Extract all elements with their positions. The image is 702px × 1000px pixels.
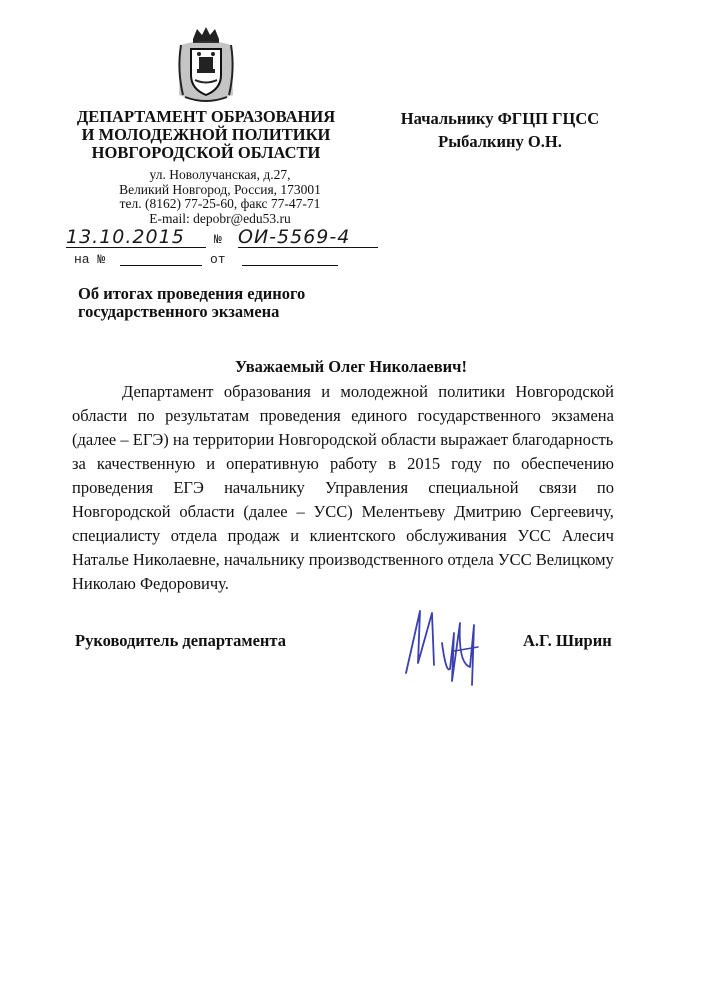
org-line: НОВГОРОДСКОЙ ОБЛАСТИ <box>91 143 321 162</box>
subject-line: государственного экзамена <box>78 302 280 321</box>
body-word: Николаю Федоровичу. <box>72 574 229 593</box>
handwritten-signature <box>398 603 488 693</box>
number-underline <box>238 246 378 248</box>
body-line <box>72 452 614 476</box>
body-word: по <box>596 478 614 497</box>
recipient-line: Начальнику ФГЦП ГЦСС <box>400 109 600 128</box>
body-word: Дмитрию <box>454 502 522 521</box>
body-line <box>72 548 614 572</box>
body-word: проведения <box>72 478 154 497</box>
body-word: Управления <box>325 478 409 497</box>
body-word: оперативную <box>226 454 319 473</box>
address-line: Великий Новгород, Россия, 173001 <box>119 181 321 197</box>
body-word: и <box>290 526 300 545</box>
organization-name <box>70 108 342 162</box>
body-word: работу <box>329 454 378 473</box>
body-word: Сергеевичу, <box>530 502 614 521</box>
handwritten-number: ОИ-5569-4 <box>238 226 351 248</box>
body-word: молодежной <box>340 382 428 401</box>
reference-prefix: на № <box>74 252 106 267</box>
body-line <box>72 476 614 500</box>
body-word: Департамент <box>122 382 214 401</box>
body-word: году <box>451 454 482 473</box>
address-line: ул. Новолучанская, д.27, <box>149 167 291 182</box>
number-sign: № <box>214 232 222 247</box>
body-word: специалисту <box>72 526 161 545</box>
body-word: области <box>72 406 128 425</box>
body-word: и <box>206 454 216 473</box>
body-line <box>72 380 614 404</box>
org-line: ДЕПАРТАМЕНТ ОБРАЗОВАНИЯ <box>76 107 336 126</box>
recipient-block <box>385 107 615 153</box>
signatory-name: А.Г. Ширин <box>523 631 612 650</box>
body-word: по <box>137 406 155 425</box>
body-word: политики <box>438 382 506 401</box>
salutation: Уважаемый Олег Николаевич! <box>235 357 467 376</box>
body-word: экзамена <box>551 406 614 425</box>
body-word: УСС) <box>313 502 353 521</box>
body-word: 2015 <box>407 454 441 473</box>
body-word: – <box>296 502 305 521</box>
letter-subject <box>78 285 358 321</box>
body-word: клиентского <box>309 526 396 545</box>
body-word: области <box>179 502 235 521</box>
letter-body <box>72 380 614 596</box>
body-word: начальнику <box>224 478 305 497</box>
body-word: продаж <box>227 526 280 545</box>
body-word: отдела <box>170 526 218 545</box>
body-word: проведения <box>259 406 341 425</box>
recipient-line: Рыбалкину О.Н. <box>438 132 562 151</box>
body-word: ЕГЭ <box>173 478 204 497</box>
body-word: специальной <box>428 478 519 497</box>
body-line <box>72 428 614 452</box>
body-word: Наталье Николаевне, начальнику производственного отдела УСС Велицкому <box>72 550 614 569</box>
body-word: результатам <box>165 406 250 425</box>
body-line <box>72 404 614 428</box>
body-word: качественную <box>96 454 196 473</box>
organization-address <box>100 168 340 226</box>
reference-from: от <box>210 252 226 267</box>
body-line <box>72 500 614 524</box>
body-line <box>72 524 614 548</box>
body-word: Новгородской <box>515 382 614 401</box>
body-word: УСС <box>517 526 552 545</box>
signatory-title: Руководитель департамента <box>75 631 286 650</box>
body-line <box>72 572 614 596</box>
reference-number-line <box>120 264 202 266</box>
body-word: связи <box>538 478 577 497</box>
subject-line: Об итогах проведения единого <box>78 284 306 303</box>
org-line: И МОЛОДЕЖНОЙ ПОЛИТИКИ <box>81 125 331 144</box>
handwritten-date: 13.10.2015 <box>66 226 185 248</box>
body-word: (далее – ЕГЭ) на территории Новгородской области выражает благодарность <box>72 430 614 449</box>
date-underline <box>66 246 206 248</box>
body-word: за <box>72 454 86 473</box>
body-word: Алесич <box>561 526 614 545</box>
body-word: и <box>321 382 331 401</box>
body-word: в <box>388 454 397 473</box>
body-word: по <box>492 454 511 473</box>
body-word: обслуживания <box>406 526 507 545</box>
body-word: образования <box>223 382 311 401</box>
body-word: единого <box>351 406 408 425</box>
reference-date-line <box>242 264 338 266</box>
address-line: тел. (8162) 77-25-60, факс 77-47-71 <box>119 196 321 211</box>
address-line: E-mail: depobr@edu53.ru <box>149 210 291 226</box>
body-word: государственного <box>417 406 541 425</box>
body-word: Новгородской <box>72 502 171 521</box>
coat-of-arms-icon <box>175 25 237 107</box>
body-word: обеспечению <box>521 454 614 473</box>
body-word: Мелентьеву <box>361 502 446 521</box>
body-word: (далее <box>243 502 288 521</box>
